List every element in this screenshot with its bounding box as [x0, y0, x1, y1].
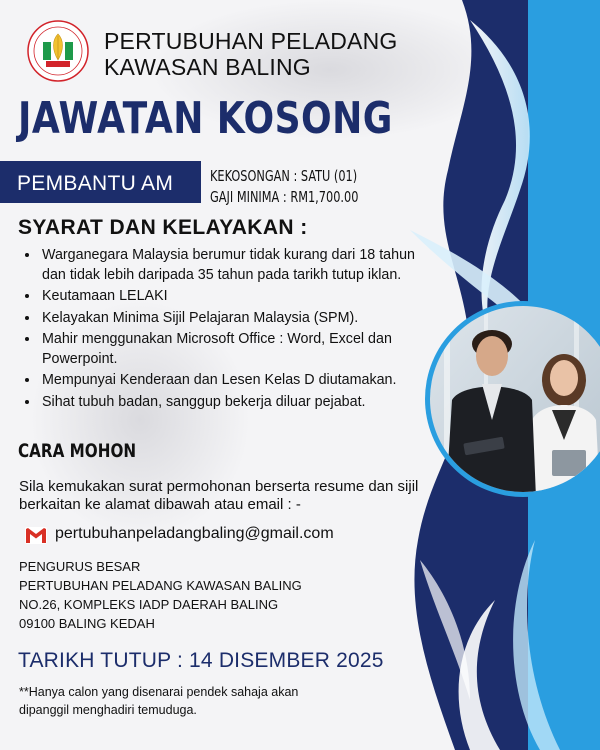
footnote-line1: **Hanya calon yang disenarai pendek sahaja akan [19, 685, 299, 699]
vacancy-count: KEKOSONGAN : SATU (01) [210, 167, 358, 185]
footnote-line2: dipanggil menghadiri temuduga. [19, 703, 197, 717]
professionals-photo [424, 300, 600, 498]
mailing-address [19, 557, 302, 633]
footnote [19, 683, 298, 719]
position-title: PEMBANTU AM [17, 172, 174, 195]
gmail-icon [25, 527, 47, 544]
apply-heading: CARA MOHON [18, 440, 137, 462]
list-item: • Sihat tubuh badan, sanggup bekerja diluar pejabat. [40, 393, 432, 413]
apply-instructions: Sila kemukakan surat permohonan berserta resume dan sijil berkaitan ke alamat dibawah atau email : - [19, 478, 419, 513]
list-item: • Mahir menggunakan Microsoft Office : Word, Excel dan Powerpoint. [40, 330, 432, 369]
list-item: • Warganegara Malaysia berumur tidak kurang dari 18 tahun dan tidak lebih daripada 35 tahun pada tarikh tutup iklan. [40, 246, 432, 285]
minimum-salary: GAJI MINIMA : RM1,700.00 [210, 188, 359, 206]
address-line: 09100 BALING KEDAH [19, 616, 155, 631]
email-link[interactable]: pertubuhanpeladangbaling@gmail.com [55, 525, 334, 542]
list-item: • Mempunyai Kenderaan dan Lesen Kelas D diutamakan. [40, 371, 432, 391]
position-meta [210, 166, 358, 208]
organization-name [104, 28, 398, 80]
peladang-logo [27, 20, 89, 82]
list-item: • Kelayakan Minima Sijil Pelajaran Malaysia (SPM). [40, 309, 432, 329]
requirements-heading: SYARAT DAN KELAYAKAN : [18, 216, 308, 239]
list-item: • Keutamaan LELAKI [40, 287, 432, 307]
address-line: PENGURUS BESAR [19, 559, 141, 574]
requirements-list [22, 246, 432, 414]
org-line2: KAWASAN BALING [104, 54, 311, 80]
org-line1: PERTUBUHAN PELADANG [104, 28, 398, 54]
address-line: PERTUBUHAN PELADANG KAWASAN BALING [19, 578, 302, 593]
headline: JAWATAN KOSONG [18, 93, 393, 144]
address-line: NO.26, KOMPLEKS IADP DAERAH BALING [19, 597, 279, 612]
closing-date: TARIKH TUTUP : 14 DISEMBER 2025 [18, 649, 384, 672]
